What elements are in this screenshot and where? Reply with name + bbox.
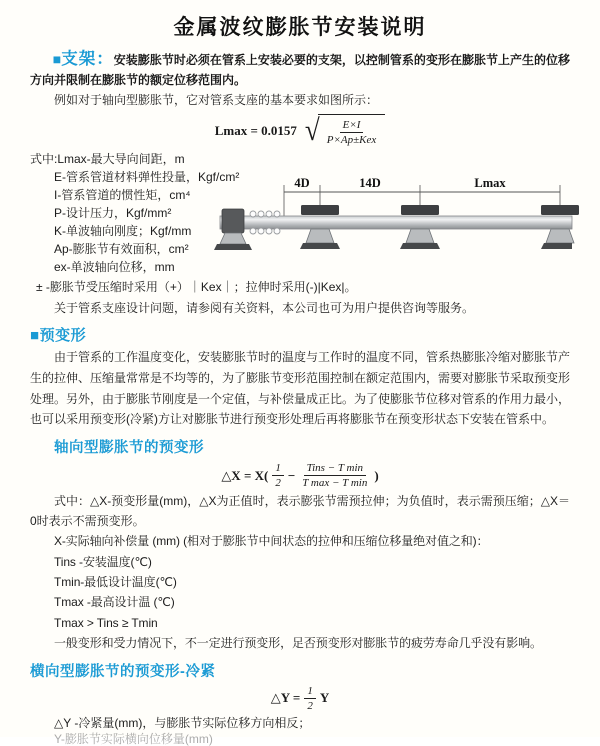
axial-formula-explanation: 式中：△X-预变形量(mm)，△X为正值时，表示膨张节需预拉伸；为负值时，表示需预压缩；△X＝0时表示不需预变形。 xyxy=(30,494,570,529)
formula-axial xyxy=(30,461,570,491)
note-plus-minus: ± -膨胀节受压缩时采用（+）｜Kex｜；拉伸时采用(-)|Kex|。 xyxy=(36,280,357,294)
dimension-label-lmax: Lmax xyxy=(474,176,506,190)
fraction-denominator: 2 xyxy=(275,477,281,490)
definition-line: P-设计压力，Kgf/mm² xyxy=(54,206,172,220)
formula-axial-lhs: △X = X( xyxy=(221,467,269,483)
support-example-line: 例如对于轴向型膨胀节，它对管系支座的基本要求如图所示： xyxy=(54,93,379,107)
fraction-denominator: P×Ap±Kex xyxy=(326,134,377,147)
one-half-fraction xyxy=(272,461,284,491)
formula-lateral-lhs: △Y = xyxy=(270,690,301,706)
section-bullet-icon: ■ xyxy=(30,327,40,344)
pipe-anchor xyxy=(214,209,252,250)
one-half-fraction xyxy=(304,684,316,714)
fraction-numerator: E×I xyxy=(340,118,364,133)
fraction-denominator: 2 xyxy=(307,699,313,712)
radical-icon: √ xyxy=(304,113,320,148)
fraction-numerator: 1 xyxy=(272,461,284,476)
definition-line: Ap-膨胀节有效面积，cm² xyxy=(54,242,189,256)
formula-lateral xyxy=(30,684,570,712)
fraction-numerator: 1 xyxy=(304,684,316,699)
definition-line: I-管系管道的惯性矩，cm⁴ xyxy=(54,188,191,202)
lateral-predeform-heading: 横向型膨胀节的预变形-冷紧 xyxy=(30,663,216,680)
predeform-section-heading xyxy=(30,327,570,345)
document-body xyxy=(30,49,571,746)
predeform-paragraph: 由于管系的工作温度变化，安装膨胀节时的温度与工作时的温度不同，管系热膨胀冷缩对膨胀节产生的拉伸、压缩量常常是不均等的，为了膨胀节变形范围控制在额定范围内，需要对膨胀节采取预变形处理。另外，由于膨胀节刚度是一个定值，与补偿量成正比。为了使膨胀节位移对管系的作用力最小，也可以采用预变形(冷紧)方让对膨胀节进行预变形处理后再将膨胀节在预变形状态下安装在管系中。 xyxy=(30,350,571,427)
predeform-heading-label: 预变形 xyxy=(39,327,87,344)
axial-predeform-heading: 轴向型膨胀节的预变形 xyxy=(54,440,204,457)
radical-group xyxy=(305,114,385,148)
support-section-heading: 支架： xyxy=(61,50,114,68)
formula-lmax xyxy=(30,114,570,146)
axial-definition-line: Tmin-最低设计温度(℃) xyxy=(54,575,177,589)
definition-line: K-单波轴向刚度；Kgf/mm xyxy=(54,224,192,238)
temperature-fraction xyxy=(299,461,370,491)
formula-lmax-fraction xyxy=(324,118,380,148)
lateral-definition-line: △Y -冷紧量(mm)，与膨胀节实际位移方向相反； xyxy=(54,715,311,730)
axial-definition-line: Tmax -最高设计温 (℃) xyxy=(54,595,175,610)
clipped-text-line: Y-膨胀节实际横向位移量(mm) xyxy=(54,731,213,746)
definition-line: 式中:Lmax-最大导向间距，m xyxy=(30,152,185,166)
axial-definition-line: Tmax > Tins ≥ Tmin xyxy=(54,615,158,630)
fraction-numerator: Tins − T min xyxy=(304,461,366,476)
formula-lmax-lhs: Lmax = 0.0157 xyxy=(214,122,297,138)
axial-note-line: 一般变形和受力情况下，不一定进行预变形，足否预变形对膨胀节的疲劳寿命几乎没有影响。 xyxy=(54,636,542,651)
pipe xyxy=(220,216,572,229)
note-consulting: 关于管系支座设计问题，请参阅有关资料，本公司也可为用户提供咨询等服务。 xyxy=(54,301,475,315)
definitions-and-diagram xyxy=(30,150,570,276)
formula-lateral-rhs: Y xyxy=(319,690,330,706)
minus-sign: − xyxy=(287,467,296,483)
axial-definition-line: X-实际轴向补偿量 (mm) (相对于膨胀节中间状态的拉伸和压缩位移量绝对值之和)： xyxy=(54,534,489,549)
fraction-denominator: T max − T min xyxy=(302,477,368,490)
formula-axial-close-paren: ) xyxy=(374,467,379,483)
definition-line: ex-单波轴向位移，mm xyxy=(54,260,175,274)
expansion-joint-support-diagram xyxy=(220,174,572,254)
dimension-label-14d: 14D xyxy=(359,176,381,190)
dimension-label-4d: 4D xyxy=(294,176,310,190)
support-section-intro xyxy=(30,49,570,90)
support-intro-text: 安装膨胀节时必须在管系上安装必要的支架，以控制管系的变形在膨胀节上产生的位移方向并限制在膨胀节的额定位移范围内。 xyxy=(30,53,570,87)
section-bullet-icon: ■ xyxy=(52,51,62,67)
page-title: 金属波纹膨胀节安装说明 xyxy=(173,16,427,39)
definition-line: E-管系管道材料弹性投量，Kgf/cm² xyxy=(54,170,240,184)
axial-definition-line: Tins -安装温度(℃) xyxy=(54,554,152,569)
